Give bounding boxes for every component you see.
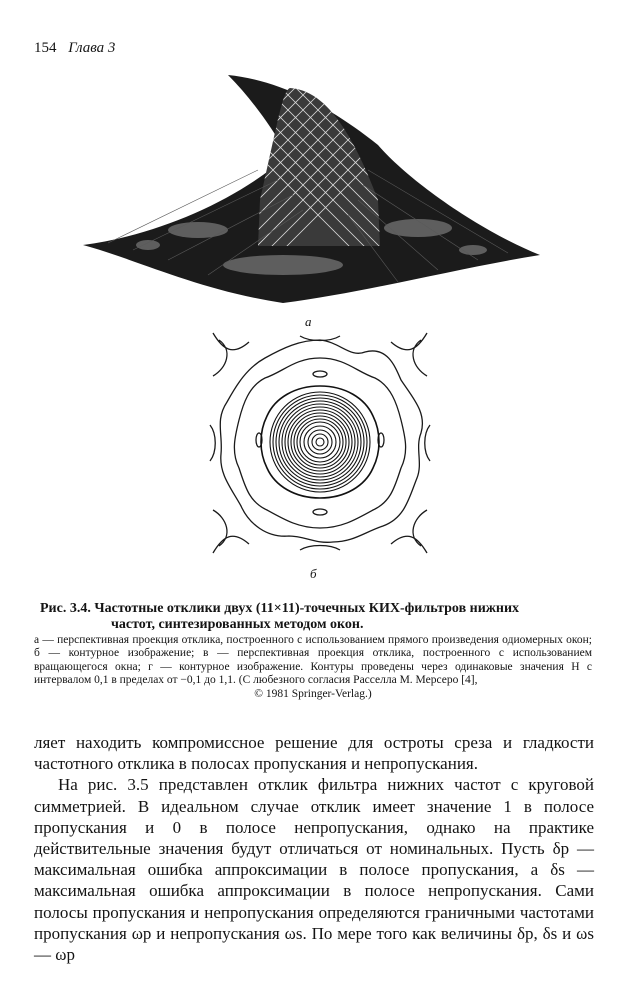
page-header <box>34 40 115 57</box>
figure-a-label: а <box>305 314 312 329</box>
caption-title-line-1: Рис. 3.4. Частотные отклики двух (11×11)-точечных КИХ-фильтров нижних <box>40 601 520 616</box>
figure-a-perspective-plot <box>78 60 548 310</box>
chapter-title: Глава 3 <box>68 40 116 56</box>
caption-title-line-2: частот, синтезированных методом окон. <box>111 617 364 632</box>
figure-b-label: б <box>310 566 317 581</box>
contour-middle <box>234 358 405 528</box>
contour-corner-tl <box>213 333 249 376</box>
paragraph-2: На рис. 3.5 представлен отклик фильтра нижних частот с круговой симметрией. В идеальном случае отклик имеет значение 1 в полосе пропускания и 0 в полосе непропускания, однако на практике действительные значения будут отличаться от номинальных. Пусть δp — максимальная ошибка аппроксимации в полосе пропускания, а δs — максимальная ошибка аппроксимации в полосе непропускания. Сами полосы пропускания и непропускания определяются граничными частотами пропускания ωp и непропускания ωs. По мере того как величины δp, δs и ωs — ωp <box>34 775 594 965</box>
contour-island-bottom <box>313 509 327 515</box>
contour-corner-br <box>391 510 427 553</box>
caption-credits: © 1981 Springer-Verlag.) <box>254 687 372 700</box>
contour-island-top <box>313 371 327 377</box>
figure-caption-title <box>40 601 595 633</box>
caption-description: а — перспективная проекция отклика, построенного с использованием прямого произведения одиомерных окон; б — контурное изображение; в — перспективная проекция отклика, построенного с использованием вращающегося окна; г — контурное изображение. Контуры проведены через одинаковые значения H с интервалом 0,1 в пределах от −0,1 до 1,1. (С любезного согласия Расселла М. Мерсеро [4], <box>34 634 592 687</box>
contour-outer <box>220 340 422 542</box>
paragraph-1: ляет находить компромиссное решение для остроты среза и гладкости частотного отклика в полосах пропускания и непропускания. <box>34 733 594 774</box>
contour-corner-bl <box>213 510 249 553</box>
body-text <box>34 732 594 965</box>
figure-b-contour-plot <box>205 328 435 558</box>
page-number: 154 <box>34 40 57 56</box>
contour-main-lobe <box>261 386 379 498</box>
figure-caption-body <box>34 634 592 701</box>
